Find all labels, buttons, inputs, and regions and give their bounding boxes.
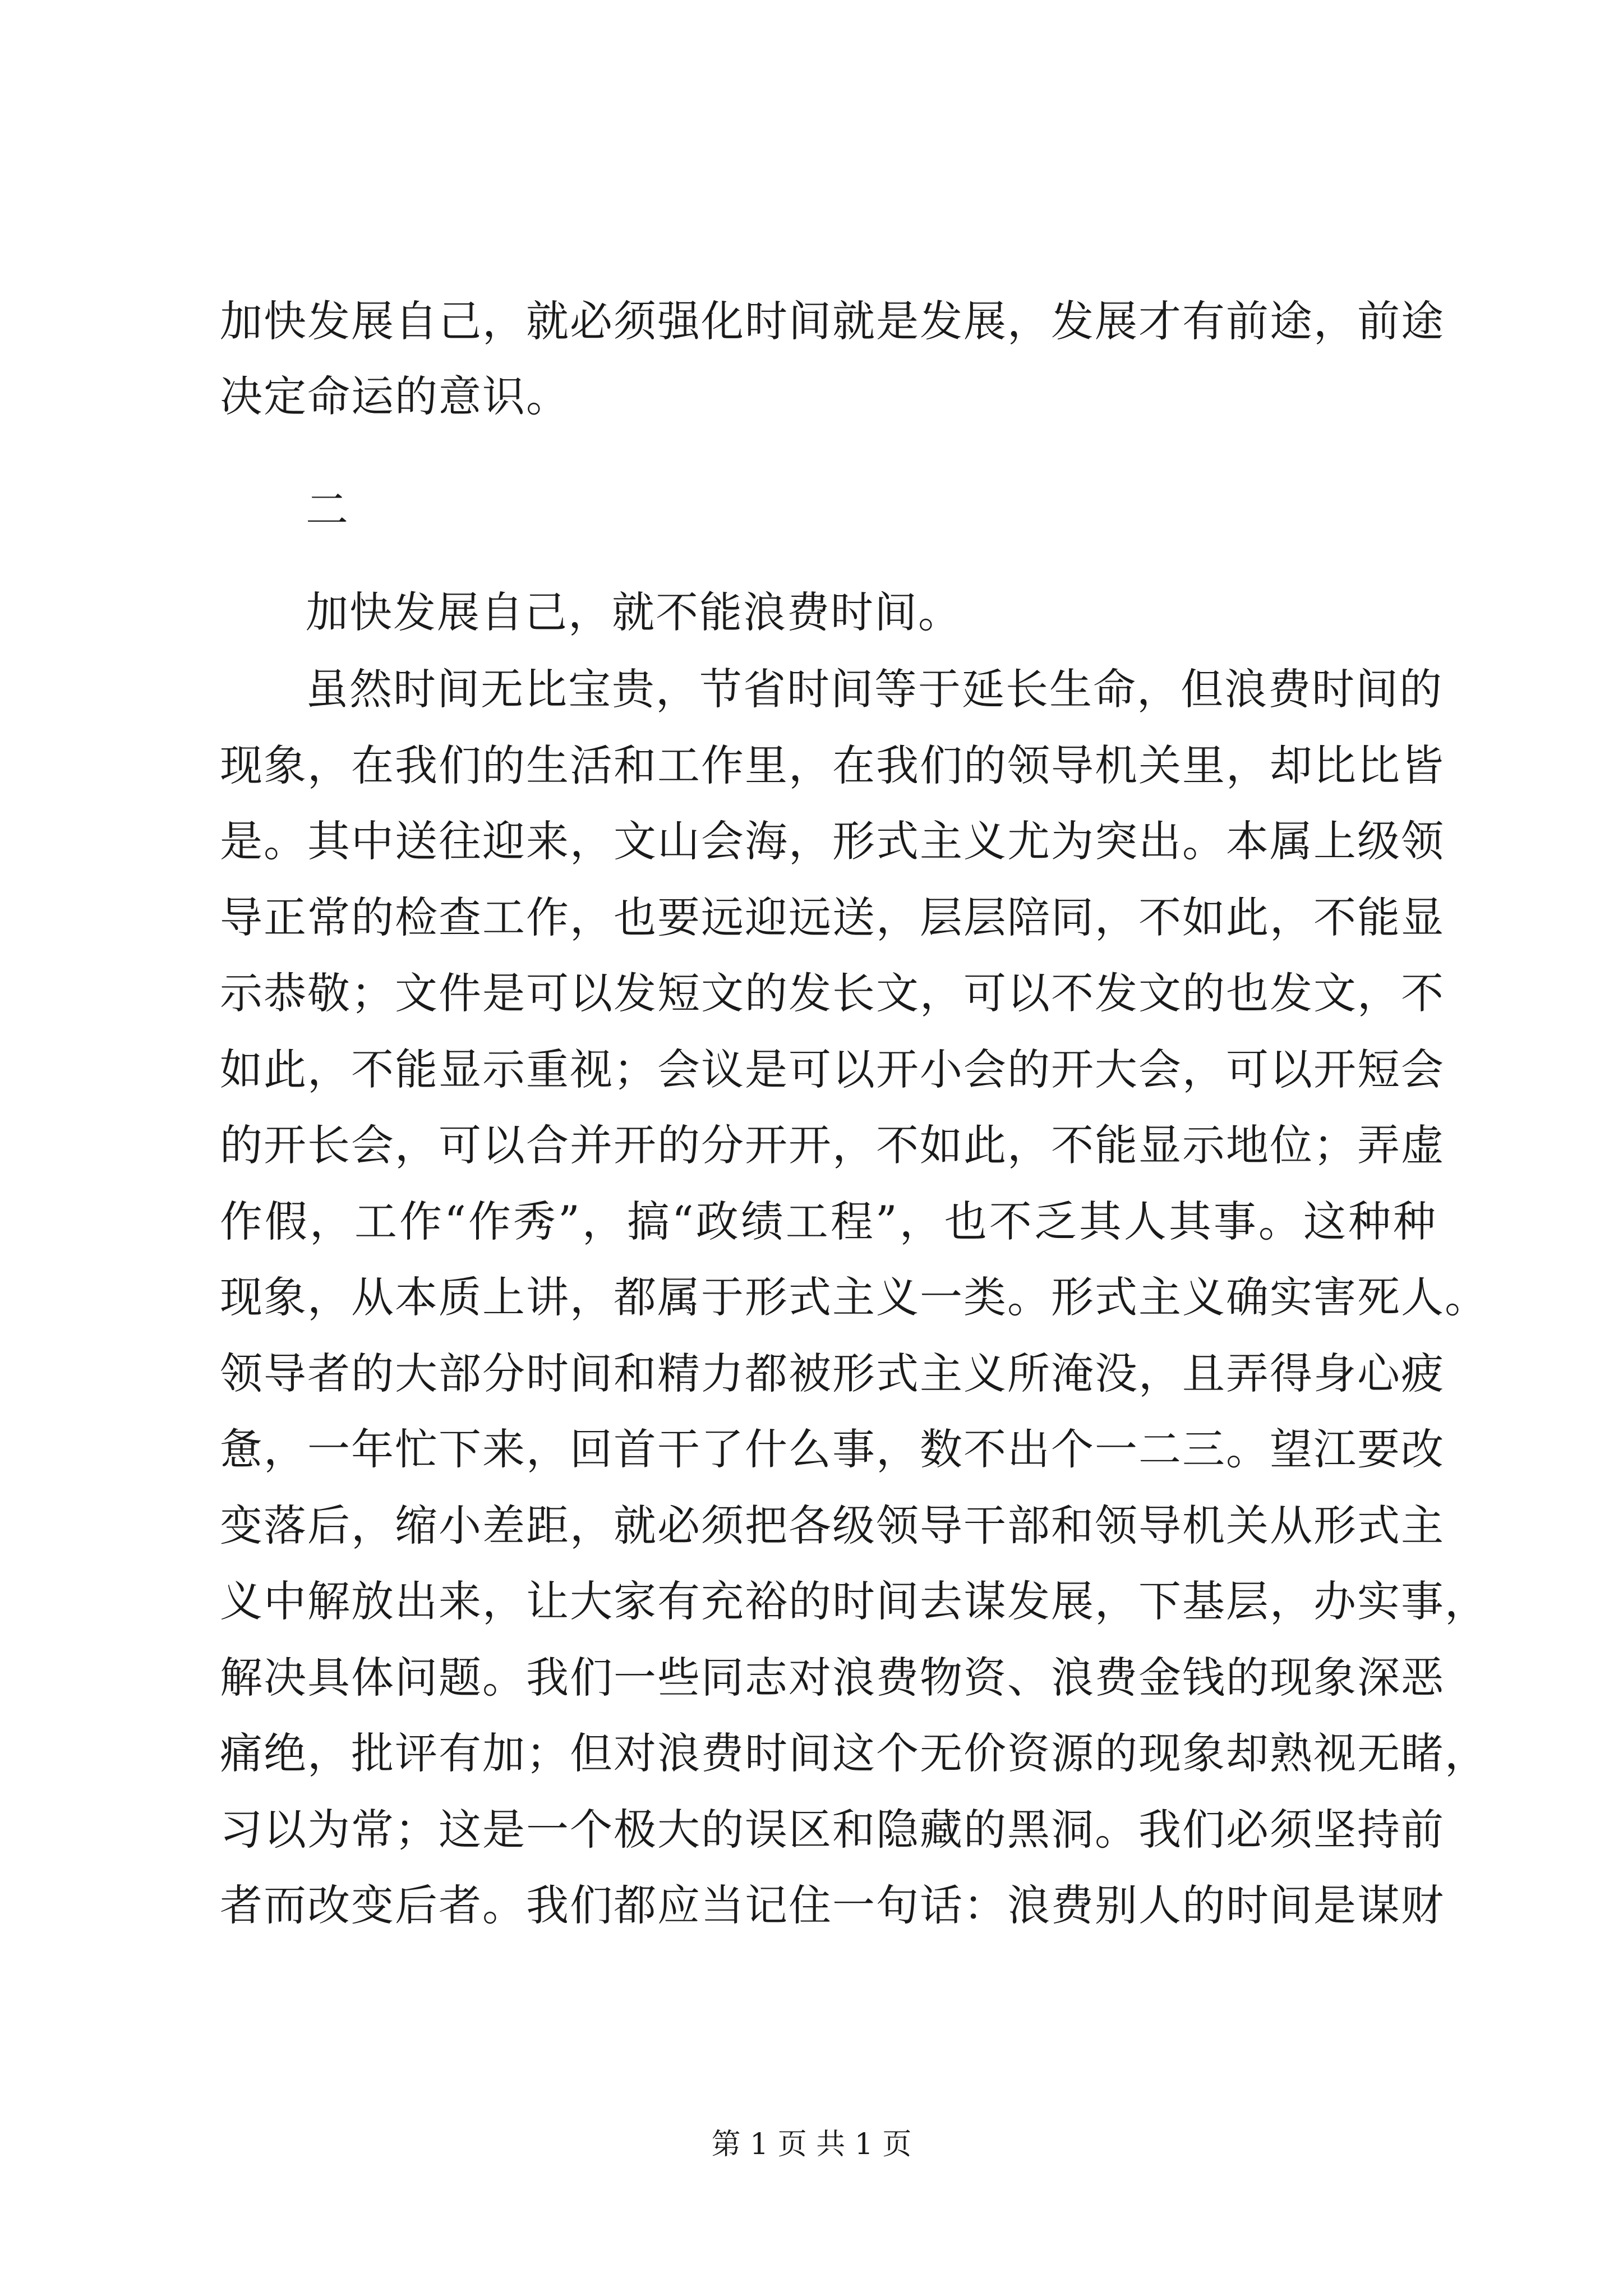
text-line-4: 加快发展自己，就不能浪费时间。 [306,587,962,637]
text-line-7: 是。其中送往迎来，文山会海，形式主义尤为突出。本属上级领 [220,816,1445,866]
text-line-16: 变落后，缩小差距，就必须把各级领导干部和领导机关从形式主 [220,1501,1445,1550]
text-line-17: 义中解放出来，让大家有充裕的时间去谋发展，下基层，办实事， [220,1576,1488,1626]
text-line-2: 决定命运的意识。 [220,371,570,421]
text-line-9: 示恭敬；文件是可以发短文的发长文，可以不发文的也发文，不 [220,968,1445,1018]
text-line-6: 现象，在我们的生活和工作里，在我们的领导机关里，却比比皆 [220,740,1445,790]
text-line-5: 虽然时间无比宝贵，节省时间等于延长生命，但浪费时间的 [306,664,1443,714]
text-line-14: 领导者的大部分时间和精力都被形式主义所淹没，且弄得身心疲 [220,1349,1445,1398]
text-line-10: 如此，不能显示重视；会议是可以开小会的开大会，可以开短会 [220,1045,1445,1094]
text-line-15: 惫，一年忙下来，回首干了什么事，数不出个一二三。望江要改 [220,1424,1445,1474]
text-line-13: 现象，从本质上讲，都属于形式主义一类。形式主义确实害死人。 [220,1272,1488,1322]
text-line-19: 痛绝，批评有加；但对浪费时间这个无价资源的现象却熟视无睹， [220,1728,1488,1778]
page-footer: 第 1 页 共 1 页 [711,2128,912,2161]
text-line-21: 者而改变后者。我们都应当记住一句话：浪费别人的时间是谋财 [220,1880,1445,1930]
text-line-11: 的开长会，可以合并开的分开开，不如此，不能显示地位；弄虚 [220,1120,1445,1170]
text-line-20: 习以为常；这是一个极大的误区和隐藏的黑洞。我们必须坚持前 [220,1805,1445,1855]
text-line-12: 作假，工作“作秀”，搞“政绩工程”，也不乏其人其事。这种种 [220,1197,1437,1246]
text-line-8: 导正常的检查工作，也要远迎远送，层层陪同，不如此，不能显 [220,892,1445,942]
section-number: 二 [306,485,349,535]
text-line-18: 解决具体问题。我们一些同志对浪费物资、浪费金钱的现象深恶 [220,1653,1445,1703]
text-line-1: 加快发展自己，就必须强化时间就是发展，发展才有前途，前途 [220,296,1445,346]
